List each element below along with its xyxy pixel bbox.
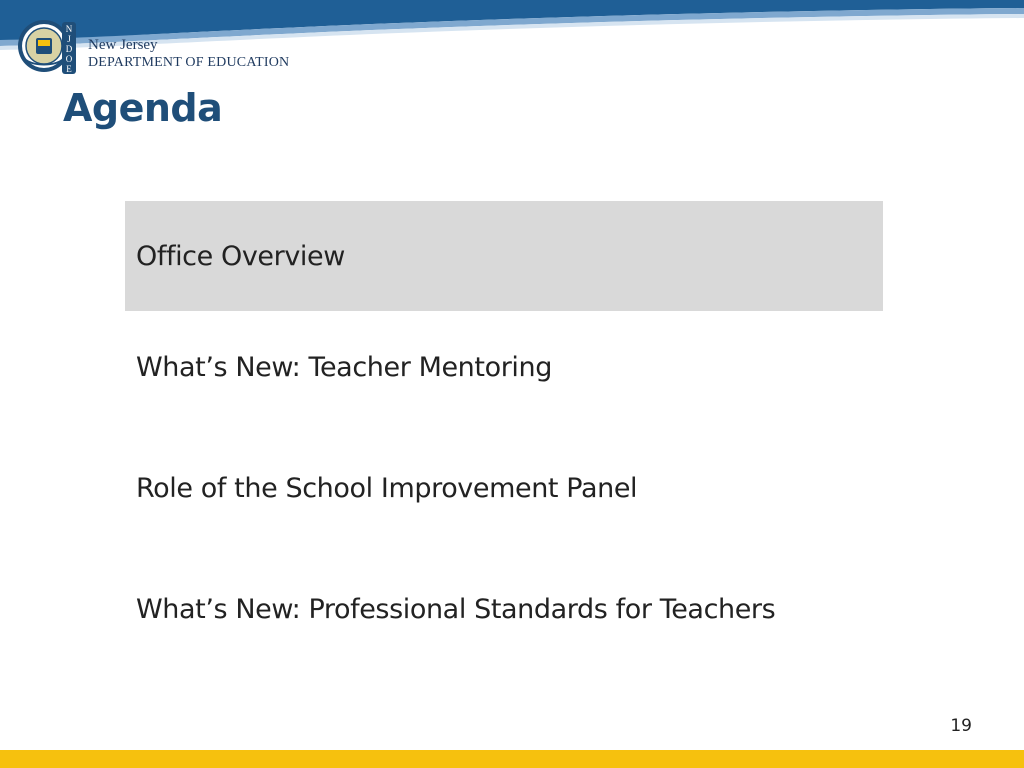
org-name xyxy=(88,36,289,72)
footer-yellow-bar xyxy=(0,750,1024,768)
nj-doe-seal-logo xyxy=(18,18,78,78)
svg-text:N: N xyxy=(65,24,73,34)
org-name-line2: DEPARTMENT OF EDUCATION xyxy=(88,55,290,70)
slide-title: Agenda xyxy=(63,86,223,130)
agenda-item-school-improvement-panel: Role of the School Improvement Panel xyxy=(136,472,638,504)
agenda-item-office-overview: Office Overview xyxy=(125,201,883,311)
slide-number: 19 xyxy=(950,716,972,736)
agenda-item-professional-standards: What’s New: Professional Standards for Teachers xyxy=(136,593,776,625)
org-name-line1: New Jersey xyxy=(88,37,158,53)
agenda-item-teacher-mentoring: What’s New: Teacher Mentoring xyxy=(136,351,552,383)
svg-text:J: J xyxy=(67,34,71,44)
svg-text:D: D xyxy=(65,44,73,54)
svg-text:E: E xyxy=(66,64,72,74)
svg-text:O: O xyxy=(65,54,73,64)
